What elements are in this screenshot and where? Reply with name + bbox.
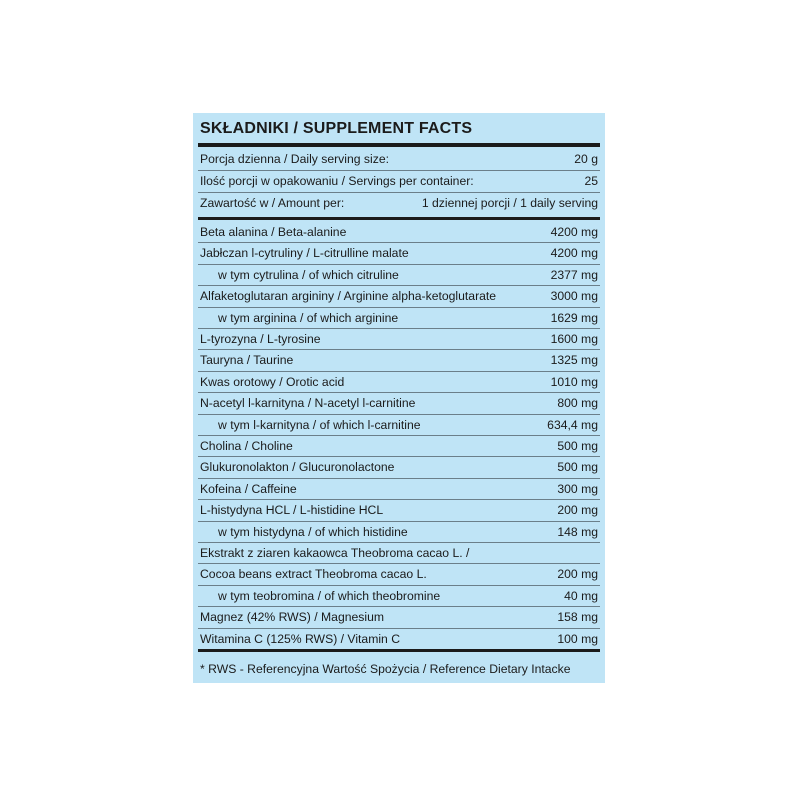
ingredient-row (198, 286, 600, 306)
ingredient-amount: 4200 mg (550, 246, 598, 261)
ingredient-name: N-acetyl l-karnityna / N-acetyl l-carnitine (200, 396, 416, 411)
ingredient-name: w tym teobromina / of which theobromine (218, 588, 441, 603)
ingredient-row (198, 564, 600, 584)
serving-row (198, 149, 600, 169)
ingredient-subrow (198, 586, 600, 606)
ingredient-amount: 1325 mg (550, 353, 598, 368)
ingredient-name: L-tyrozyna / L-tyrosine (200, 332, 321, 346)
ingredient-subrow (198, 265, 600, 285)
ingredient-name: w tym cytrulina / of which citruline (218, 267, 399, 282)
section-divider (198, 217, 600, 220)
ingredient-amount: 500 mg (557, 460, 598, 475)
serving-value: 25 (584, 174, 598, 188)
ingredient-amount: 1629 mg (550, 310, 598, 325)
ingredient-amount: 2377 mg (550, 267, 598, 282)
ingredient-row (198, 479, 600, 499)
ingredient-row (198, 543, 600, 563)
serving-value: 1 dziennej porcji / 1 daily serving (421, 196, 598, 210)
ingredient-amount: 634,4 mg (547, 417, 598, 432)
ingredient-amount: 800 mg (557, 396, 598, 411)
ingredient-amount: 500 mg (557, 439, 598, 453)
ingredient-amount (598, 543, 600, 563)
ingredient-name: w tym l-karnityna / of which l-carnitine (218, 417, 421, 432)
ingredient-subrow (198, 308, 600, 328)
footnote: * RWS - Referencyjna Wartość Spożycia / Reference Dietary Intacke (200, 662, 571, 676)
ingredient-amount: 1010 mg (550, 374, 598, 389)
ingredient-subrow (198, 522, 600, 542)
serving-value: 20 g (574, 152, 598, 166)
ingredient-amount: 40 mg (564, 588, 598, 603)
ingredient-name: Cocoa beans extract Theobroma cacao L. (200, 567, 427, 582)
ingredient-name: Ekstrakt z ziaren kakaowca Theobroma cacao L. / (200, 546, 470, 560)
ingredient-row (198, 393, 600, 413)
ingredient-name: Cholina / Choline (200, 439, 293, 453)
serving-label: Porcja dzienna / Daily serving size: (200, 152, 389, 166)
footer-divider (198, 649, 600, 652)
ingredient-row (198, 243, 600, 263)
ingredient-name: Beta alanina / Beta-alanine (200, 225, 347, 239)
ingredient-row (198, 436, 600, 456)
ingredient-amount: 200 mg (557, 503, 598, 518)
serving-label: Zawartość w / Amount per: (200, 196, 345, 210)
ingredient-amount: 158 mg (557, 610, 598, 625)
ingredient-name: L-histydyna HCL / L-histidine HCL (200, 503, 384, 518)
serving-row (198, 193, 600, 213)
ingredient-name: Witamina C (125% RWS) / Vitamin C (200, 631, 401, 646)
ingredient-amount: 300 mg (557, 481, 598, 496)
ingredient-amount: 100 mg (557, 631, 598, 646)
ingredient-name: Kwas orotowy / Orotic acid (200, 374, 345, 389)
ingredient-amount: 148 mg (557, 524, 598, 539)
ingredient-amount: 200 mg (557, 567, 598, 582)
ingredient-row (198, 629, 600, 649)
ingredient-row (198, 607, 600, 627)
ingredient-name: Alfaketoglutaran argininy / Arginine alpha-ketoglutarate (200, 289, 497, 304)
serving-label: Ilość porcji w opakowaniu / Servings per container: (200, 174, 474, 188)
ingredient-row (198, 372, 600, 392)
ingredient-name: Kofeina / Caffeine (200, 481, 297, 496)
ingredient-row (198, 329, 600, 349)
ingredient-name: w tym histydyna / of which histidine (218, 524, 408, 539)
ingredient-subrow (198, 415, 600, 435)
supplement-facts-panel (193, 113, 605, 683)
ingredient-amount: 1600 mg (550, 332, 598, 346)
ingredient-row (198, 350, 600, 370)
ingredient-name: Glukuronolakton / Glucuronolactone (200, 460, 395, 475)
ingredient-row (198, 222, 600, 242)
ingredient-name: w tym arginina / of which arginine (218, 310, 399, 325)
ingredient-name: Magnez (42% RWS) / Magnesium (200, 610, 385, 625)
panel-title: SKŁADNIKI / SUPPLEMENT FACTS (200, 120, 473, 137)
ingredient-amount: 3000 mg (550, 289, 598, 304)
ingredient-name: Jabłczan l-cytruliny / L-citrulline malate (200, 246, 409, 261)
ingredient-row (198, 500, 600, 520)
ingredient-name: Tauryna / Taurine (200, 353, 294, 368)
serving-row (198, 171, 600, 191)
ingredient-row (198, 457, 600, 477)
ingredient-amount: 4200 mg (550, 225, 598, 239)
title-divider (198, 143, 600, 147)
